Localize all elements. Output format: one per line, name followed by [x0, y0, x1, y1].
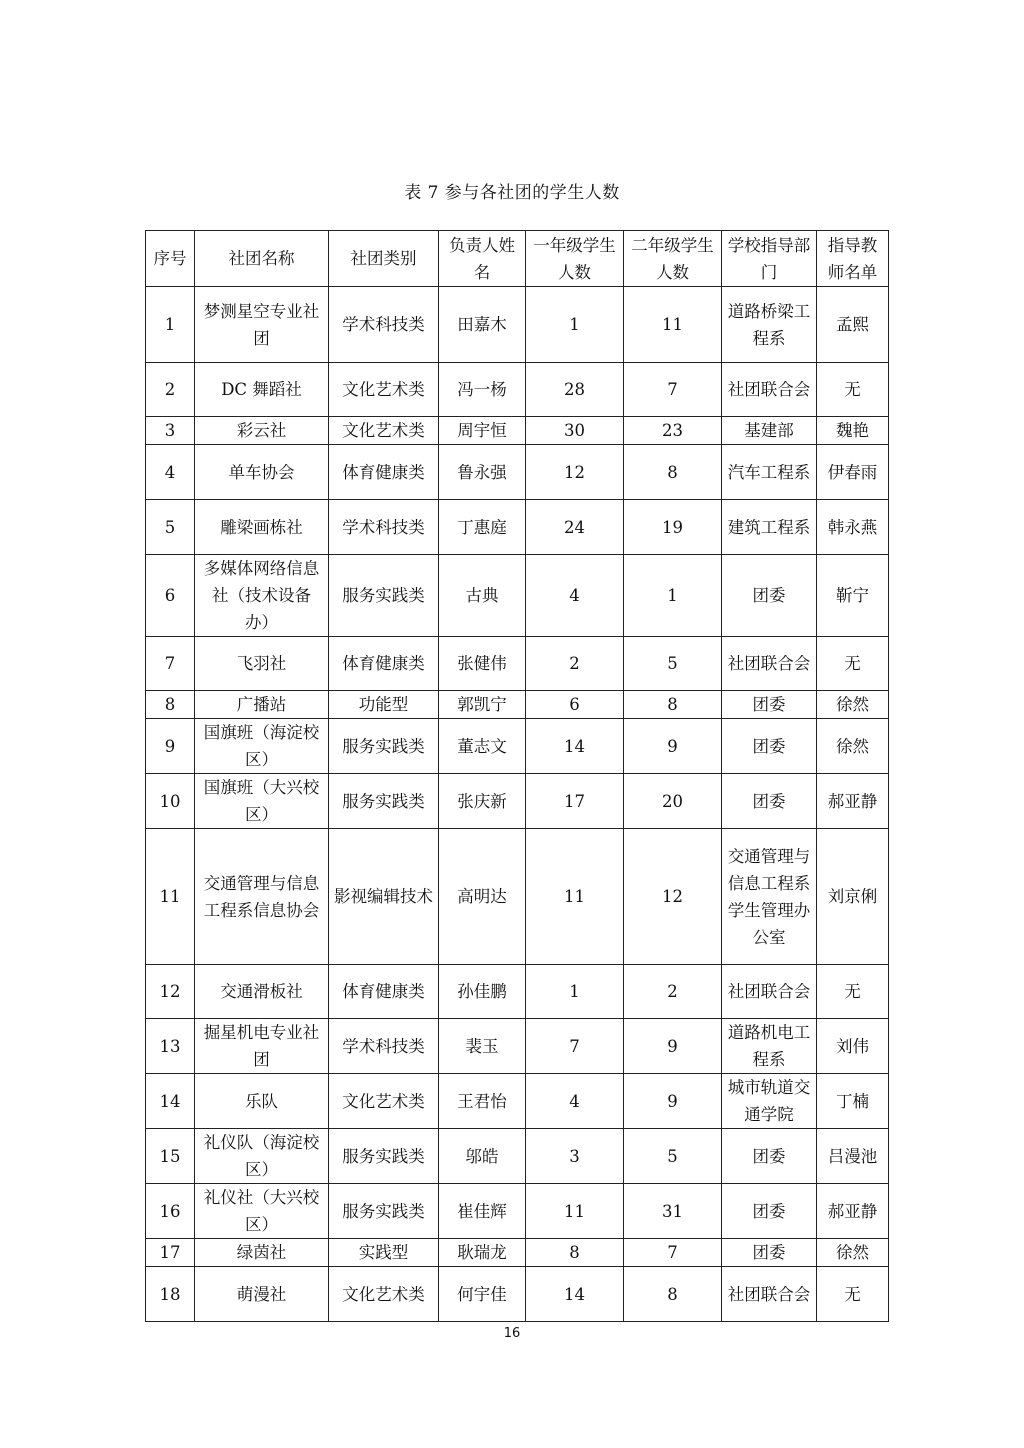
table-row	[146, 965, 889, 1019]
cell-advisor: 伊春雨	[817, 445, 889, 500]
cell-grade1-count: 2	[526, 637, 624, 691]
cell-grade1-count: 3	[526, 1129, 624, 1184]
cell-grade2-count: 20	[624, 774, 722, 829]
cell-seq: 10	[146, 774, 195, 829]
cell-grade1-count: 6	[526, 691, 624, 719]
table-body	[146, 287, 889, 1322]
cell-advisor: 吕漫池	[817, 1129, 889, 1184]
cell-club-name: 礼仪社（大兴校区）	[195, 1184, 329, 1239]
cell-club-category: 学术科技类	[329, 287, 439, 363]
cell-advisor: 靳宁	[817, 555, 889, 637]
cell-club-name: 广播站	[195, 691, 329, 719]
cell-grade1-count: 8	[526, 1239, 624, 1267]
table-row	[146, 1184, 889, 1239]
cell-grade2-count: 8	[624, 691, 722, 719]
cell-seq: 4	[146, 445, 195, 500]
table-row	[146, 829, 889, 965]
cell-club-category: 服务实践类	[329, 719, 439, 774]
header-department: 学校指导部门	[722, 231, 817, 287]
page-number: 16	[503, 1326, 521, 1341]
cell-seq: 11	[146, 829, 195, 965]
cell-club-category: 学术科技类	[329, 500, 439, 555]
cell-department: 道路机电工程系	[722, 1019, 817, 1074]
cell-seq: 18	[146, 1267, 195, 1322]
cell-grade1-count: 1	[526, 965, 624, 1019]
cell-advisor: 魏艳	[817, 417, 889, 445]
cell-grade1-count: 12	[526, 445, 624, 500]
cell-leader-name: 鲁永强	[439, 445, 526, 500]
cell-grade2-count: 5	[624, 1129, 722, 1184]
cell-club-category: 影视编辑技术	[329, 829, 439, 965]
cell-grade1-count: 4	[526, 555, 624, 637]
cell-seq: 7	[146, 637, 195, 691]
cell-club-category: 服务实践类	[329, 774, 439, 829]
header-grade1-count: 一年级学生人数	[526, 231, 624, 287]
cell-grade1-count: 17	[526, 774, 624, 829]
cell-seq: 8	[146, 691, 195, 719]
cell-department: 团委	[722, 719, 817, 774]
cell-department: 团委	[722, 1184, 817, 1239]
table-row	[146, 1019, 889, 1074]
header-seq: 序号	[146, 231, 195, 287]
cell-department: 道路桥梁工程系	[722, 287, 817, 363]
cell-grade2-count: 31	[624, 1184, 722, 1239]
cell-seq: 6	[146, 555, 195, 637]
table-row	[146, 287, 889, 363]
cell-department: 社团联合会	[722, 965, 817, 1019]
cell-seq: 17	[146, 1239, 195, 1267]
cell-leader-name: 冯一杨	[439, 363, 526, 417]
table-header-row	[146, 231, 889, 287]
cell-grade2-count: 23	[624, 417, 722, 445]
cell-grade1-count: 11	[526, 829, 624, 965]
cell-club-name: 国旗班（大兴校区）	[195, 774, 329, 829]
header-club-name: 社团名称	[195, 231, 329, 287]
cell-leader-name: 丁惠庭	[439, 500, 526, 555]
cell-grade2-count: 9	[624, 719, 722, 774]
cell-department: 城市轨道交通学院	[722, 1074, 817, 1129]
cell-grade2-count: 7	[624, 1239, 722, 1267]
cell-grade1-count: 1	[526, 287, 624, 363]
cell-advisor: 刘京俐	[817, 829, 889, 965]
cell-leader-name: 田嘉木	[439, 287, 526, 363]
table-row	[146, 774, 889, 829]
table-row	[146, 1129, 889, 1184]
cell-club-name: DC 舞蹈社	[195, 363, 329, 417]
cell-grade2-count: 5	[624, 637, 722, 691]
cell-club-name: 单车协会	[195, 445, 329, 500]
header-leader-name: 负责人姓名	[439, 231, 526, 287]
table-row	[146, 555, 889, 637]
cell-seq: 15	[146, 1129, 195, 1184]
cell-club-category: 文化艺术类	[329, 363, 439, 417]
cell-department: 建筑工程系	[722, 500, 817, 555]
cell-club-name: 多媒体网络信息社（技术设备办）	[195, 555, 329, 637]
cell-leader-name: 董志文	[439, 719, 526, 774]
cell-grade1-count: 4	[526, 1074, 624, 1129]
table-row	[146, 637, 889, 691]
cell-seq: 5	[146, 500, 195, 555]
cell-leader-name: 裴玉	[439, 1019, 526, 1074]
cell-department: 交通管理与信息工程系学生管理办公室	[722, 829, 817, 965]
cell-club-name: 交通滑板社	[195, 965, 329, 1019]
cell-advisor: 徐然	[817, 719, 889, 774]
cell-club-category: 体育健康类	[329, 637, 439, 691]
cell-club-category: 实践型	[329, 1239, 439, 1267]
cell-grade2-count: 9	[624, 1019, 722, 1074]
table-row	[146, 1267, 889, 1322]
cell-club-category: 文化艺术类	[329, 417, 439, 445]
cell-advisor: 刘伟	[817, 1019, 889, 1074]
cell-grade2-count: 12	[624, 829, 722, 965]
cell-advisor: 韩永燕	[817, 500, 889, 555]
cell-department: 汽车工程系	[722, 445, 817, 500]
cell-department: 团委	[722, 1239, 817, 1267]
cell-grade2-count: 8	[624, 445, 722, 500]
cell-department: 团委	[722, 1129, 817, 1184]
cell-club-category: 文化艺术类	[329, 1074, 439, 1129]
cell-grade1-count: 14	[526, 719, 624, 774]
cell-grade1-count: 30	[526, 417, 624, 445]
cell-department: 社团联合会	[722, 363, 817, 417]
cell-department: 团委	[722, 555, 817, 637]
cell-advisor: 郝亚静	[817, 1184, 889, 1239]
cell-leader-name: 郭凯宁	[439, 691, 526, 719]
cell-advisor: 无	[817, 637, 889, 691]
table-row	[146, 1074, 889, 1129]
cell-leader-name: 邬皓	[439, 1129, 526, 1184]
cell-leader-name: 孙佳鹏	[439, 965, 526, 1019]
cell-club-name: 飞羽社	[195, 637, 329, 691]
cell-advisor: 郝亚静	[817, 774, 889, 829]
cell-grade2-count: 19	[624, 500, 722, 555]
cell-leader-name: 古典	[439, 555, 526, 637]
cell-leader-name: 王君怡	[439, 1074, 526, 1129]
header-grade2-count: 二年级学生人数	[624, 231, 722, 287]
cell-club-name: 乐队	[195, 1074, 329, 1129]
cell-grade1-count: 24	[526, 500, 624, 555]
cell-grade1-count: 7	[526, 1019, 624, 1074]
cell-grade2-count: 2	[624, 965, 722, 1019]
cell-grade2-count: 8	[624, 1267, 722, 1322]
cell-club-category: 体育健康类	[329, 965, 439, 1019]
cell-department: 社团联合会	[722, 637, 817, 691]
cell-seq: 16	[146, 1184, 195, 1239]
cell-seq: 13	[146, 1019, 195, 1074]
cell-department: 社团联合会	[722, 1267, 817, 1322]
cell-club-name: 萌漫社	[195, 1267, 329, 1322]
cell-advisor: 丁楠	[817, 1074, 889, 1129]
cell-advisor: 无	[817, 363, 889, 417]
cell-grade1-count: 14	[526, 1267, 624, 1322]
table-row	[146, 691, 889, 719]
cell-seq: 12	[146, 965, 195, 1019]
cell-seq: 3	[146, 417, 195, 445]
cell-club-name: 礼仪队（海淀校区）	[195, 1129, 329, 1184]
cell-club-category: 服务实践类	[329, 1129, 439, 1184]
cell-club-name: 掘星机电专业社团	[195, 1019, 329, 1074]
cell-club-category: 学术科技类	[329, 1019, 439, 1074]
cell-advisor: 无	[817, 965, 889, 1019]
cell-club-category: 功能型	[329, 691, 439, 719]
table-row	[146, 1239, 889, 1267]
cell-department: 基建部	[722, 417, 817, 445]
cell-leader-name: 张庆新	[439, 774, 526, 829]
cell-club-name: 交通管理与信息工程系信息协会	[195, 829, 329, 965]
cell-club-category: 服务实践类	[329, 1184, 439, 1239]
cell-club-name: 梦测星空专业社团	[195, 287, 329, 363]
cell-club-name: 绿茵社	[195, 1239, 329, 1267]
cell-club-name: 国旗班（海淀校区）	[195, 719, 329, 774]
header-advisor: 指导教师名单	[817, 231, 889, 287]
cell-leader-name: 张健伟	[439, 637, 526, 691]
cell-leader-name: 周宇恒	[439, 417, 526, 445]
cell-grade2-count: 11	[624, 287, 722, 363]
cell-leader-name: 崔佳辉	[439, 1184, 526, 1239]
cell-grade2-count: 9	[624, 1074, 722, 1129]
cell-advisor: 徐然	[817, 1239, 889, 1267]
table-row	[146, 500, 889, 555]
table-row	[146, 719, 889, 774]
table-row	[146, 445, 889, 500]
header-club-category: 社团类别	[329, 231, 439, 287]
table-row	[146, 417, 889, 445]
cell-grade1-count: 28	[526, 363, 624, 417]
cell-department: 团委	[722, 691, 817, 719]
cell-grade2-count: 7	[624, 363, 722, 417]
cell-club-category: 服务实践类	[329, 555, 439, 637]
cell-advisor: 无	[817, 1267, 889, 1322]
cell-leader-name: 耿瑞龙	[439, 1239, 526, 1267]
club-student-count-table	[145, 230, 889, 1322]
cell-club-name: 彩云社	[195, 417, 329, 445]
cell-club-category: 文化艺术类	[329, 1267, 439, 1322]
cell-seq: 1	[146, 287, 195, 363]
cell-grade1-count: 11	[526, 1184, 624, 1239]
cell-seq: 14	[146, 1074, 195, 1129]
cell-leader-name: 何宇佳	[439, 1267, 526, 1322]
cell-department: 团委	[722, 774, 817, 829]
cell-club-name: 雕梁画栋社	[195, 500, 329, 555]
cell-seq: 9	[146, 719, 195, 774]
cell-advisor: 徐然	[817, 691, 889, 719]
table-row	[146, 363, 889, 417]
cell-leader-name: 高明达	[439, 829, 526, 965]
table-caption: 表 7 参与各社团的学生人数	[404, 183, 620, 203]
cell-seq: 2	[146, 363, 195, 417]
cell-club-category: 体育健康类	[329, 445, 439, 500]
cell-advisor: 孟熙	[817, 287, 889, 363]
cell-grade2-count: 1	[624, 555, 722, 637]
